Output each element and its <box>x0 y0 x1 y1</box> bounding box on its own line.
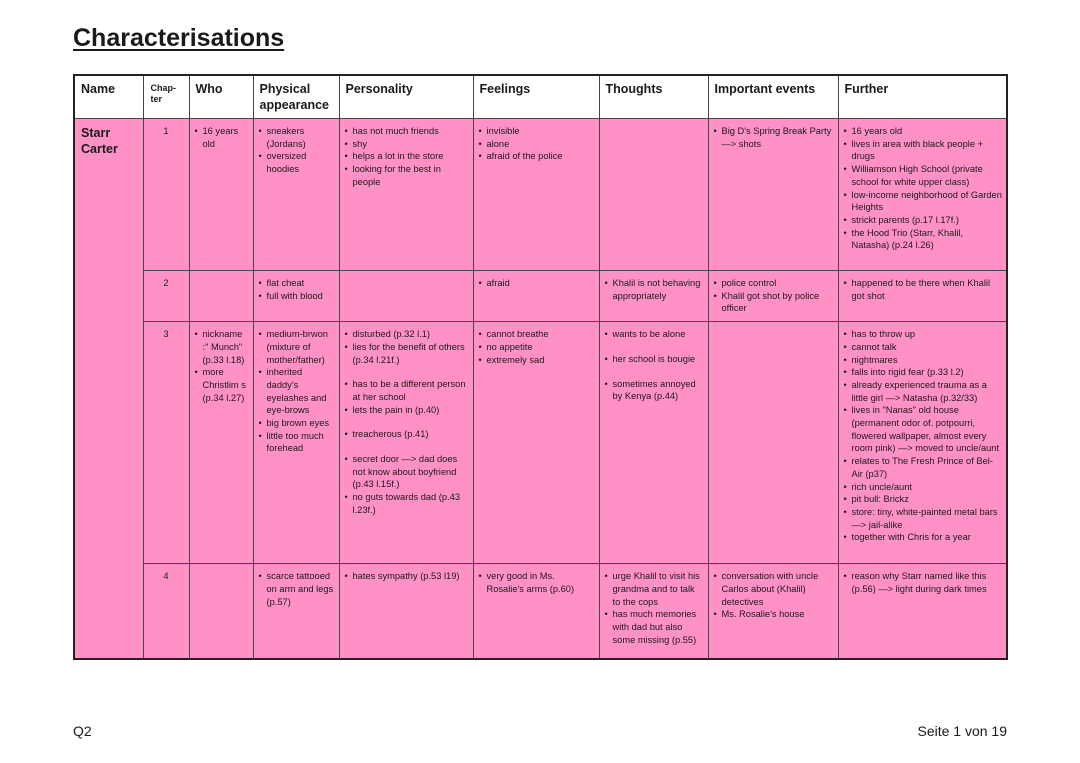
feelings-cell <box>473 322 599 564</box>
bullet-list <box>258 277 335 302</box>
header-events: Important events <box>708 75 838 119</box>
character-name-cell: Starr Carter <box>74 119 143 659</box>
list-item: • little too much forehead <box>267 430 335 455</box>
table-row <box>74 119 1007 271</box>
table-row <box>74 271 1007 322</box>
bullet-list <box>344 570 469 583</box>
thoughts-cell <box>599 322 708 564</box>
events-cell <box>708 322 838 564</box>
physical-cell <box>253 119 339 271</box>
header-physical: Physical appearance <box>253 75 339 119</box>
physical-cell <box>253 564 339 659</box>
header-feelings: Feelings <box>473 75 599 119</box>
list-item: • Big D's Spring Break Party —> shots <box>722 125 834 150</box>
list-item: • nickname :" Munch" (p.33 l.18) <box>203 328 249 366</box>
list-item: • store: tiny, white-painted metal bars —> jail-alike <box>852 506 1003 531</box>
list-item: • lets the pain in (p.40) <box>353 404 469 417</box>
feelings-cell <box>473 271 599 322</box>
list-item: • afraid of the police <box>487 150 595 163</box>
list-item: • sneakers (Jordans) <box>267 125 335 150</box>
list-item: • reason why Starr named like this (p.56) —> light during dark times <box>852 570 1003 595</box>
list-item: • lives in "Nanas" old house (permanent odor of. potpourri, flowered wallpaper, almost every room pink) —> moved to uncle/aunt <box>852 404 1003 455</box>
personality-cell <box>339 271 473 322</box>
list-item: • falls into rigid fear (p.33 l.2) <box>852 366 1003 379</box>
bullet-list <box>478 328 595 366</box>
bullet-list <box>478 125 595 163</box>
list-item: • lies for the benefit of others (p.34 l.21f.) <box>353 341 469 366</box>
list-item: • 16 years old <box>203 125 249 150</box>
table-body <box>74 119 1007 659</box>
header-further: Further <box>838 75 1007 119</box>
bullet-list <box>478 277 595 290</box>
bullet-list <box>843 570 1003 595</box>
events-cell <box>708 564 838 659</box>
list-item: • flat cheat <box>267 277 335 290</box>
bullet-list <box>604 277 704 302</box>
list-item: • medium-brwon (mixture of mother/father) <box>267 328 335 366</box>
header-thoughts: Thoughts <box>599 75 708 119</box>
chapter-cell: 2 <box>143 271 189 322</box>
list-item: • Ms. Rosalie's house <box>722 608 834 621</box>
events-cell <box>708 271 838 322</box>
thoughts-cell <box>599 271 708 322</box>
list-item: • Khalil got shot by police officer <box>722 290 834 315</box>
bullet-list <box>713 277 834 315</box>
bullet-list <box>713 570 834 621</box>
header-chapter: Chap- ter <box>143 75 189 119</box>
further-cell <box>838 564 1007 659</box>
list-item: • happened to be there when Khalil got shot <box>852 277 1003 302</box>
list-item: • secret door —> dad does not know about boyfriend (p.43 l.15f.) <box>353 453 469 491</box>
page-title: Characterisations <box>73 24 285 52</box>
list-item: • scarce tattooed on arm and legs (p.57) <box>267 570 335 608</box>
who-cell <box>189 322 253 564</box>
bullet-list <box>258 570 335 608</box>
list-item: • police control <box>722 277 834 290</box>
list-item: • nightmares <box>852 354 1003 367</box>
list-item: • cannot breathe <box>487 328 595 341</box>
list-item: • shy <box>353 138 469 151</box>
list-item: • cannot talk <box>852 341 1003 354</box>
who-cell <box>189 119 253 271</box>
feelings-cell <box>473 564 599 659</box>
list-item: • already experienced trauma as a little girl —> Natasha (p.32/33) <box>852 379 1003 404</box>
list-item: • together with Chris for a year <box>852 531 1003 544</box>
table-row <box>74 322 1007 564</box>
bullet-list <box>344 328 469 516</box>
list-item: • hates sympathy (p.53 l19) <box>353 570 469 583</box>
list-item: • relates to The Fresh Prince of Bel-Air (p37) <box>852 455 1003 480</box>
list-item: • has to throw up <box>852 328 1003 341</box>
footer-course-label: Q2 <box>73 723 92 739</box>
list-item: • the Hood Trio (Starr, Khalil, Natasha) (p.24 l.26) <box>852 227 1003 252</box>
list-item: • has not much friends <box>353 125 469 138</box>
physical-cell <box>253 322 339 564</box>
bullet-list <box>843 125 1003 252</box>
bullet-list <box>258 328 335 455</box>
bullet-list <box>344 125 469 189</box>
list-item: • full with blood <box>267 290 335 303</box>
footer-page-number: Seite 1 von 19 <box>917 723 1007 739</box>
physical-cell <box>253 271 339 322</box>
bullet-list <box>194 125 249 150</box>
list-item: • low-income neighborhood of Garden Heights <box>852 189 1003 214</box>
list-item: • no guts towards dad (p.43 l.23f.) <box>353 491 469 516</box>
bullet-list <box>194 328 249 404</box>
list-item: • sometimes annoyed by Kenya (p.44) <box>613 378 704 403</box>
header-name: Name <box>74 75 143 119</box>
chapter-cell: 4 <box>143 564 189 659</box>
list-item: • more Christlim s (p.34 l.27) <box>203 366 249 404</box>
list-item: • afraid <box>487 277 595 290</box>
further-cell <box>838 322 1007 564</box>
list-item: • conversation with uncle Carlos about (Khalil) detectives <box>722 570 834 608</box>
list-item: • 16 years old <box>852 125 1003 138</box>
chapter-cell: 3 <box>143 322 189 564</box>
header-row <box>74 75 1007 119</box>
list-item: • looking for the best in people <box>353 163 469 188</box>
list-item: • has much memories with dad but also some missing (p.55) <box>613 608 704 646</box>
list-item: • extremely sad <box>487 354 595 367</box>
list-item: • invisible <box>487 125 595 138</box>
list-item: • strickt parents (p.17 l.17f.) <box>852 214 1003 227</box>
bullet-list <box>478 570 595 595</box>
further-cell <box>838 271 1007 322</box>
personality-cell <box>339 119 473 271</box>
chapter-cell: 1 <box>143 119 189 271</box>
thoughts-cell <box>599 564 708 659</box>
list-item: • oversized hoodies <box>267 150 335 175</box>
list-item: • alone <box>487 138 595 151</box>
list-item: • urge Khalil to visit his grandma and to talk to the cops <box>613 570 704 608</box>
who-cell <box>189 564 253 659</box>
list-item: • her school is bougie <box>613 353 704 366</box>
events-cell <box>708 119 838 271</box>
list-item: • Khalil is not behaving appropriately <box>613 277 704 302</box>
bullet-list <box>843 277 1003 302</box>
list-item: • has to be a different person at her school <box>353 378 469 403</box>
list-item: • very good in Ms. Rosalie's arms (p.60) <box>487 570 595 595</box>
who-cell <box>189 271 253 322</box>
list-item: • treacherous (p.41) <box>353 428 469 441</box>
list-item: • big brown eyes <box>267 417 335 430</box>
bullet-list <box>843 328 1003 544</box>
list-item: • wants to be alone <box>613 328 704 341</box>
list-item: • inherited daddy's eyelashes and eye-brows <box>267 366 335 417</box>
feelings-cell <box>473 119 599 271</box>
list-item: • no appetite <box>487 341 595 354</box>
table-row <box>74 564 1007 659</box>
personality-cell <box>339 322 473 564</box>
list-item: • lives in area with black people + drugs <box>852 138 1003 163</box>
list-item: • rich uncle/aunt <box>852 481 1003 494</box>
thoughts-cell <box>599 119 708 271</box>
personality-cell <box>339 564 473 659</box>
list-item: • helps a lot in the store <box>353 150 469 163</box>
list-item: • Williamson High School (private school for white upper class) <box>852 163 1003 188</box>
bullet-list <box>258 125 335 176</box>
bullet-list <box>604 328 704 403</box>
further-cell <box>838 119 1007 271</box>
characterisation-table <box>73 74 1008 660</box>
list-item: • pit bull: Brickz <box>852 493 1003 506</box>
bullet-list <box>604 570 704 646</box>
header-who: Who <box>189 75 253 119</box>
bullet-list <box>713 125 834 150</box>
list-item: • disturbed (p.32 l.1) <box>353 328 469 341</box>
header-personality: Personality <box>339 75 473 119</box>
